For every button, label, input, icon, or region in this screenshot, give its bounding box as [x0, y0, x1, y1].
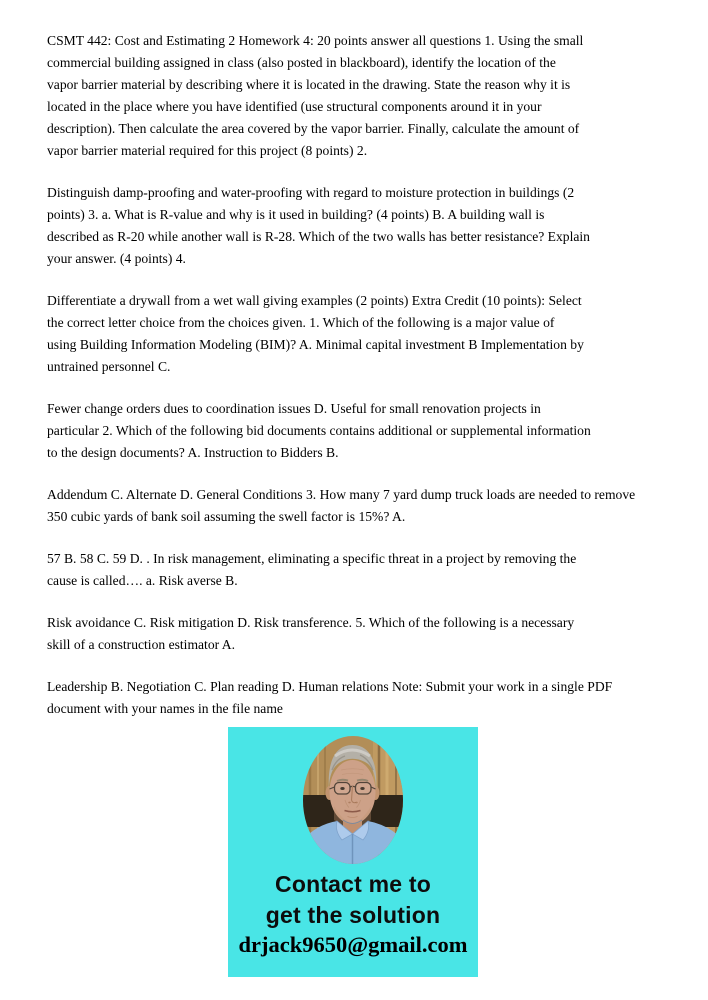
text-line: to the design documents? A. Instruction to Bidders B. — [47, 445, 339, 460]
text-line: 57 B. 58 C. 59 D. . In risk management, eliminating a specific threat in a project by removing the — [47, 551, 577, 566]
paragraph-8 — [47, 676, 687, 720]
tutor-photo — [303, 736, 403, 864]
text-line: Addendum C. Alternate D. General Conditions 3. How many 7 yard dump truck loads are needed to remove — [47, 487, 636, 502]
text-line: untrained personnel C. — [47, 359, 171, 374]
contact-heading — [266, 869, 440, 931]
contact-heading-line-2: get the solution — [265, 902, 441, 928]
text-line: Risk avoidance C. Risk mitigation D. Risk transference. 5. Which of the following is a necessary — [47, 615, 575, 630]
assignment-text — [47, 30, 687, 720]
text-line: CSMT 442: Cost and Estimating 2 Homework 4: 20 points answer all questions 1. Using the small — [47, 33, 584, 48]
paragraph-1 — [47, 30, 687, 162]
paragraph-2 — [47, 182, 687, 270]
text-line: the correct letter choice from the choices given. 1. Which of the following is a major value of — [47, 315, 555, 330]
contact-heading-line-1: Contact me to — [275, 871, 431, 897]
text-line: described as R-20 while another wall is R-28. Which of the two walls has better resistance? Explain — [47, 229, 590, 244]
paragraph-4 — [47, 398, 687, 464]
text-line: commercial building assigned in class (also posted in blackboard), identify the location of the — [47, 55, 556, 70]
text-line: Differentiate a drywall from a wet wall giving examples (2 points) Extra Credit (10 points): Select — [47, 293, 582, 308]
text-line: using Building Information Modeling (BIM)? A. Minimal capital investment B Implementation by — [47, 337, 584, 352]
text-line: Fewer change orders dues to coordination issues D. Useful for small renovation projects in — [47, 401, 541, 416]
text-line: Leadership B. Negotiation C. Plan reading D. Human relations Note: Submit your work in a single PDF — [47, 679, 613, 694]
text-line: particular 2. Which of the following bid documents contains additional or supplemental information — [47, 423, 591, 438]
text-line: vapor barrier material by describing where it is located in the drawing. State the reason why it is — [47, 77, 571, 92]
text-line: Distinguish damp-proofing and water-proofing with regard to moisture protection in buildings (2 — [47, 185, 575, 200]
text-line: description). Then calculate the area covered by the vapor barrier. Finally, calculate the amount of — [47, 121, 580, 136]
text-line: points) 3. a. What is R-value and why is it used in building? (4 points) B. A building wall is — [47, 207, 545, 222]
paragraph-5 — [47, 484, 687, 528]
text-line: your answer. (4 points) 4. — [47, 251, 186, 266]
paragraph-7 — [47, 612, 687, 656]
text-line: 350 cubic yards of bank soil assuming the swell factor is 15%? A. — [47, 509, 406, 524]
contact-email: drjack9650@gmail.com — [238, 932, 468, 957]
text-line: skill of a construction estimator A. — [47, 637, 236, 652]
text-line: located in the place where you have identified (use structural components around it in your — [47, 99, 542, 114]
text-line: document with your names in the file name — [47, 701, 283, 716]
paragraph-3 — [47, 290, 687, 378]
text-line: cause is called…. a. Risk averse B. — [47, 573, 238, 588]
contact-card — [228, 727, 478, 977]
paragraph-6 — [47, 548, 687, 592]
text-line: vapor barrier material required for this project (8 points) 2. — [47, 143, 368, 158]
